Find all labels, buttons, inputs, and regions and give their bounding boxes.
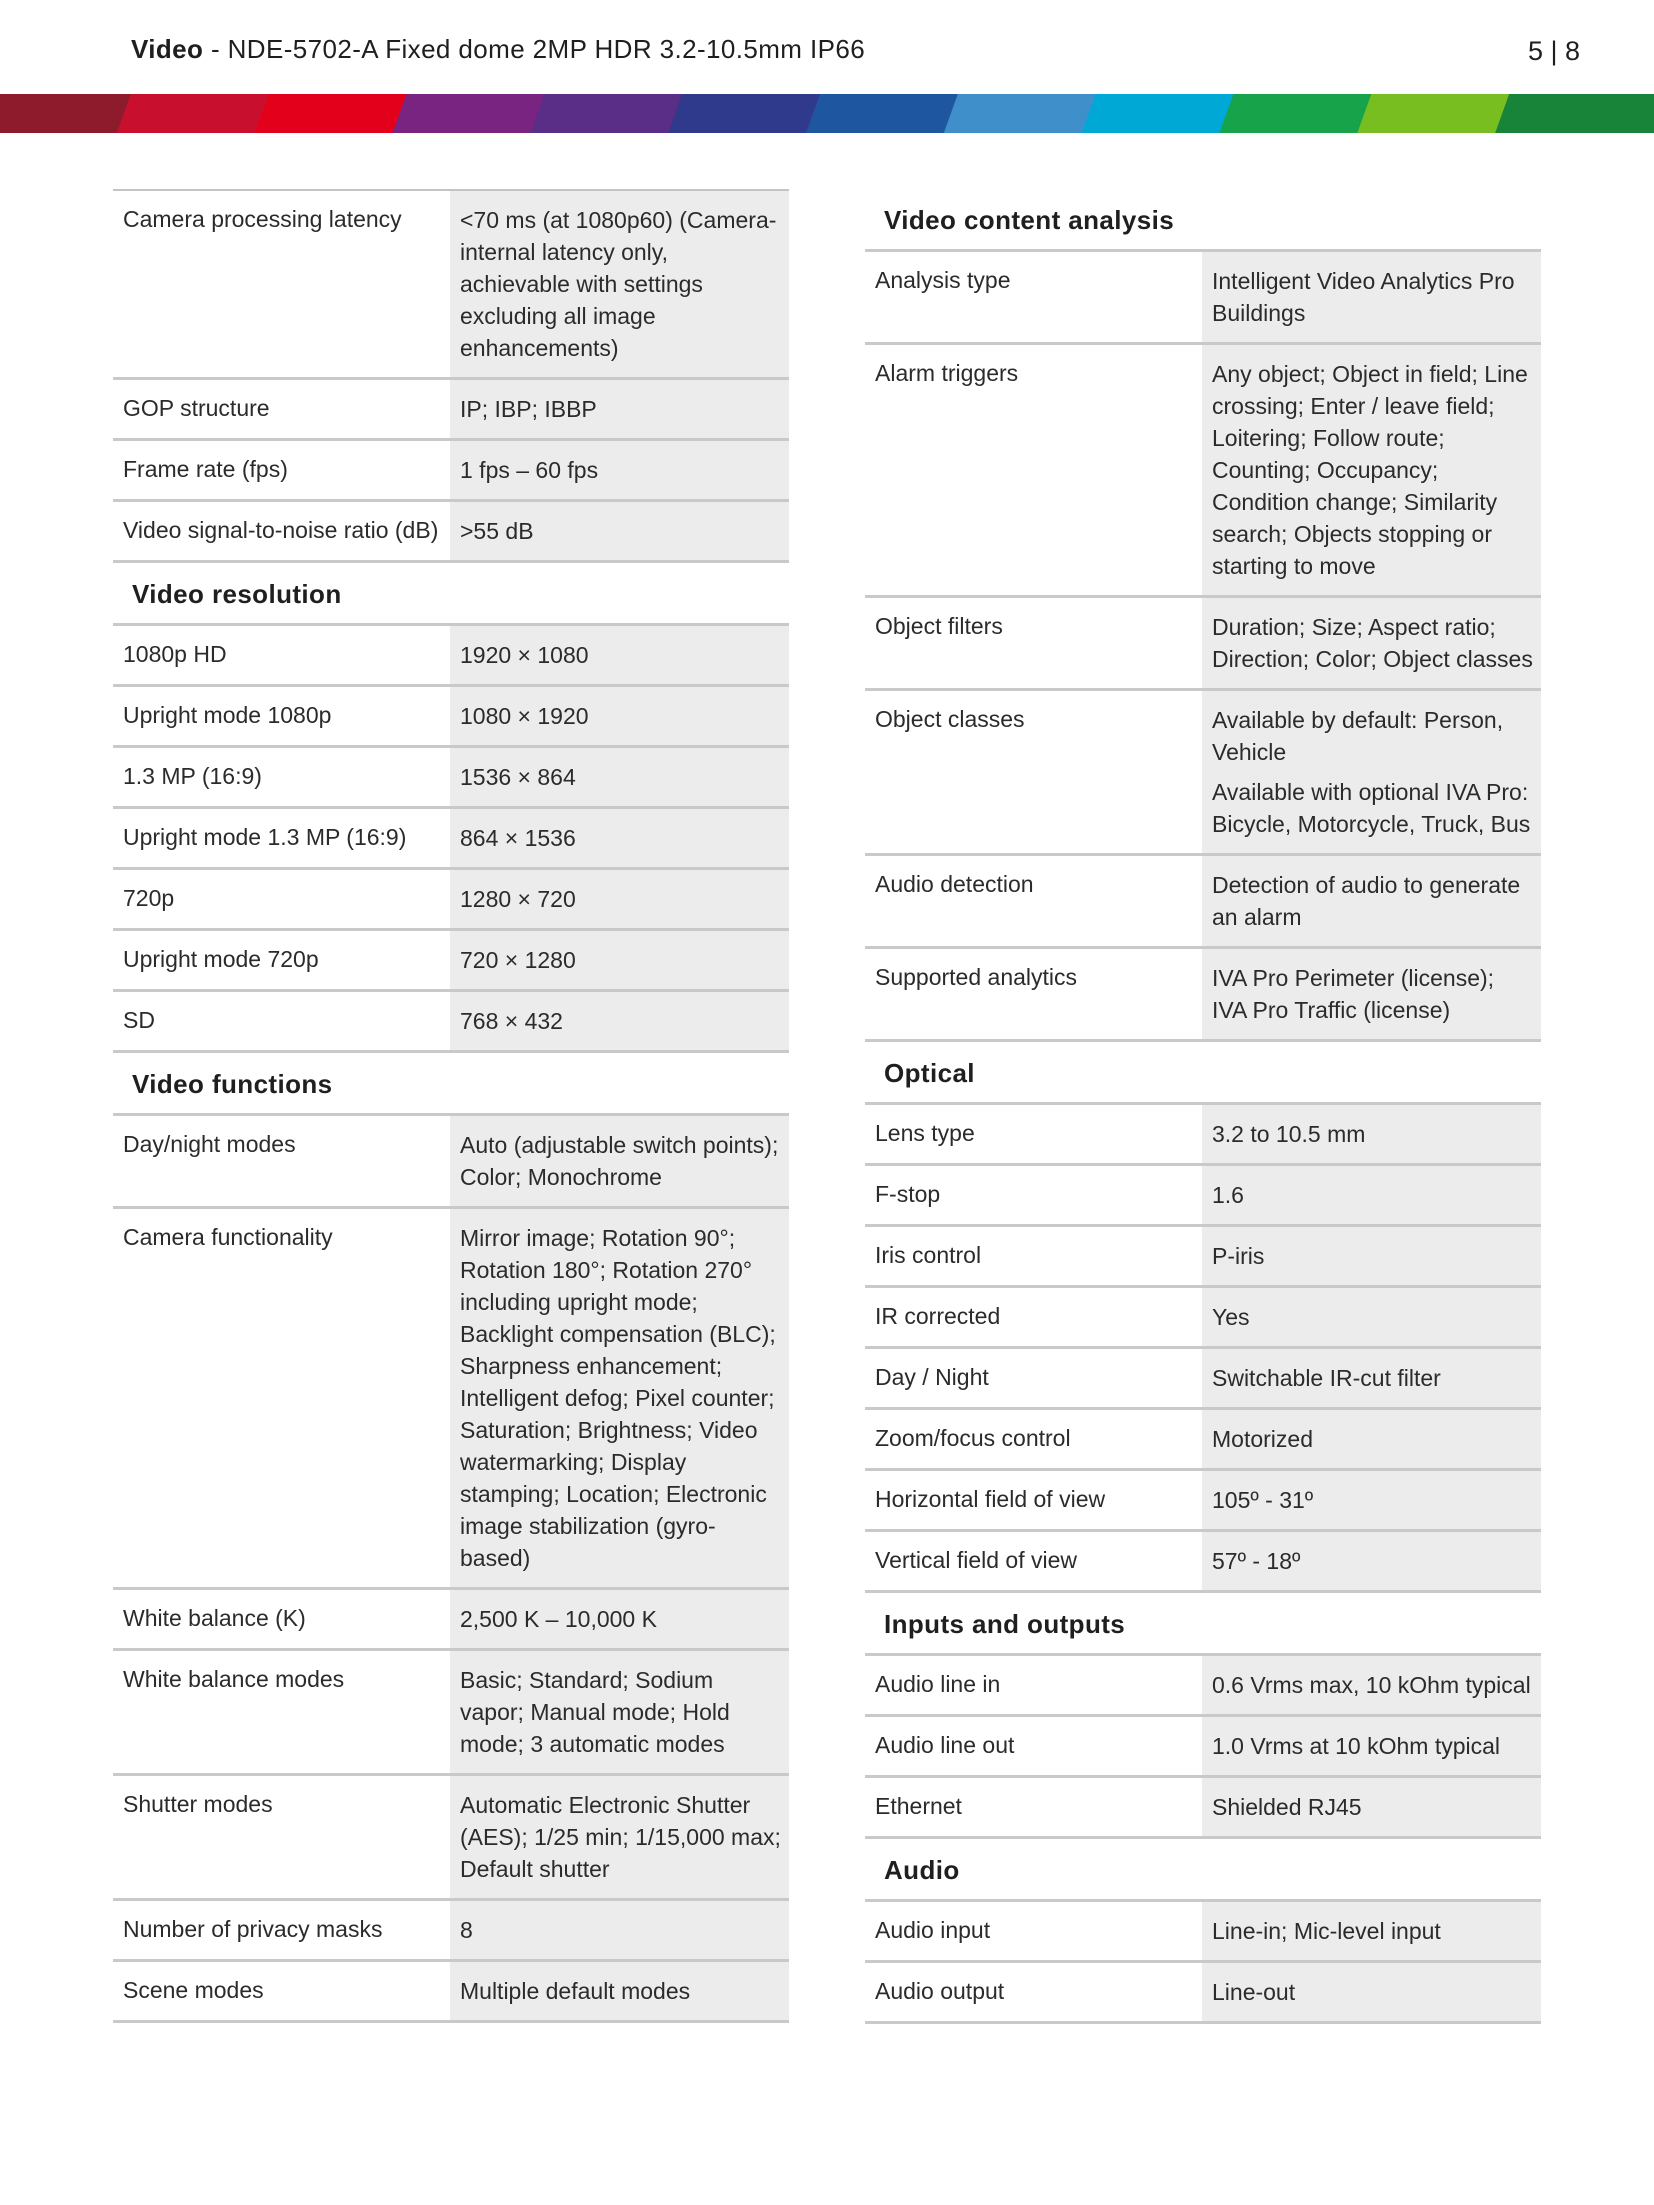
spec-row-shutter-modes [113,1776,789,1901]
spec-value: IP; IBP; IBBP [450,380,789,438]
spec-label: Shutter modes [113,1776,450,1898]
spec-value: 105º - 31º [1202,1471,1541,1529]
section-title-audio: Audio [865,1839,1541,1902]
spec-value: 2,500 K – 10,000 K [450,1590,789,1648]
spec-row-ir-corrected [865,1288,1541,1349]
spec-value: Multiple default modes [450,1962,789,2020]
spec-label: Frame rate (fps) [113,441,450,499]
spec-value: Line-in; Mic-level input [1202,1902,1541,1960]
spec-label: Day/night modes [113,1116,450,1206]
spec-value: 1 fps – 60 fps [450,441,789,499]
spec-label: Analysis type [865,252,1202,342]
spec-value: 768 × 432 [450,992,789,1050]
spec-label: White balance (K) [113,1590,450,1648]
spec-row-gop [113,380,789,441]
spec-label: Video signal-to-noise ratio (dB) [113,502,450,560]
spec-value: IVA Pro Perimeter (license); IVA Pro Traffic (license) [1202,949,1541,1039]
spec-row-audio-detection [865,856,1541,949]
section-title-video-functions: Video functions [113,1053,789,1116]
spec-value: 1920 × 1080 [450,626,789,684]
spec-value: 8 [450,1901,789,1959]
spec-label: Scene modes [113,1962,450,2020]
page-number: 5 | 8 [1527,36,1580,66]
document-type: Video [131,34,204,64]
spec-row-f-stop [865,1166,1541,1227]
spec-label: Day / Night [865,1349,1202,1407]
left-spec-column [113,189,789,2023]
spec-label: Audio line in [865,1656,1202,1714]
spec-value: Shielded RJ45 [1202,1778,1541,1836]
spec-label: Audio detection [865,856,1202,946]
spec-label: Camera functionality [113,1209,450,1587]
section-title-video-content-analysis: Video content analysis [865,189,1541,252]
section-title-video-resolution: Video resolution [113,563,789,626]
spec-row-audio-line-in [865,1656,1541,1717]
spec-label: Audio output [865,1963,1202,2021]
spec-row-alarm-triggers [865,345,1541,598]
spec-row-horizontal-fov [865,1471,1541,1532]
spec-row-lens-type [865,1105,1541,1166]
spec-label: SD [113,992,450,1050]
spec-value: Yes [1202,1288,1541,1346]
spec-label: GOP structure [113,380,450,438]
spec-row-upright-1-3mp [113,809,789,870]
spec-row-analysis-type [865,252,1541,345]
spec-row-snr [113,502,789,563]
spec-value: P-iris [1202,1227,1541,1285]
spec-value: Basic; Standard; Sodium vapor; Manual mode; Hold mode; 3 automatic modes [450,1651,789,1773]
document-title [131,34,865,65]
spec-value: Auto (adjustable switch points); Color; Monochrome [450,1116,789,1206]
spec-row-ethernet [865,1778,1541,1839]
spec-row-object-classes [865,691,1541,856]
spec-row-scene-modes [113,1962,789,2023]
spec-row-720p [113,870,789,931]
spec-label: Supported analytics [865,949,1202,1039]
spec-label: Vertical field of view [865,1532,1202,1590]
spec-label: F-stop [865,1166,1202,1224]
spec-value: 1080 × 1920 [450,687,789,745]
spec-value: 3.2 to 10.5 mm [1202,1105,1541,1163]
spec-row-latency [113,191,789,380]
section-title-optical: Optical [865,1042,1541,1105]
spec-value: 57º - 18º [1202,1532,1541,1590]
spec-label: Object classes [865,691,1202,853]
spec-row-upright-720p [113,931,789,992]
spec-value: Detection of audio to generate an alarm [1202,856,1541,946]
spec-label: IR corrected [865,1288,1202,1346]
page-header [0,0,1654,94]
spec-value: Automatic Electronic Shutter (AES); 1/25 min; 1/15,000 max; Default shutter [450,1776,789,1898]
spec-value: 1536 × 864 [450,748,789,806]
spec-label: Audio line out [865,1717,1202,1775]
section-title-inputs-outputs: Inputs and outputs [865,1593,1541,1656]
right-spec-column [865,189,1541,2024]
spec-row-object-filters [865,598,1541,691]
spec-label: Ethernet [865,1778,1202,1836]
spec-value: Duration; Size; Aspect ratio; Direction; Color; Object classes [1202,598,1541,688]
spec-row-1080p [113,626,789,687]
spec-value: Motorized [1202,1410,1541,1468]
product-name: - NDE-5702-A Fixed dome 2MP HDR 3.2-10.5mm IP66 [203,34,866,64]
spec-label: 720p [113,870,450,928]
spec-row-day-night [865,1349,1541,1410]
spec-label: Audio input [865,1902,1202,1960]
spec-row-supported-analytics [865,949,1541,1042]
spec-label: Upright mode 1080p [113,687,450,745]
spec-value: Mirror image; Rotation 90°; Rotation 180°; Rotation 270° including upright mode; Backlight compensation (BLC); Sharpness enhancement; Intelligent defog; Pixel counter; Saturation; Brightness; Video watermarking; Display stamping; Location; Electronic image stabilization (gyro-based) [450,1209,789,1587]
spec-value-line: Available by default: Person, Vehicle [1212,707,1504,765]
spec-value: 720 × 1280 [450,931,789,989]
spec-row-audio-input [865,1902,1541,1963]
spec-row-privacy-masks [113,1901,789,1962]
band-segment [1495,94,1654,133]
spec-row-audio-line-out [865,1717,1541,1778]
spec-row-audio-output [865,1963,1541,2024]
spec-value: 1.6 [1202,1166,1541,1224]
spec-label: White balance modes [113,1651,450,1773]
spec-row-vertical-fov [865,1532,1541,1593]
spec-value: >55 dB [450,502,789,560]
spec-row-sd [113,992,789,1053]
spec-row-white-balance-modes [113,1651,789,1776]
spec-value-line: Available with optional IVA Pro: Bicycle, Motorcycle, Truck, Bus [1212,779,1531,837]
spec-row-1-3mp [113,748,789,809]
brand-color-band [0,94,1654,133]
spec-label: Upright mode 1.3 MP (16:9) [113,809,450,867]
spec-value: Line-out [1202,1963,1541,2021]
spec-row-white-balance [113,1590,789,1651]
spec-label: Alarm triggers [865,345,1202,595]
spec-value: 1.0 Vrms at 10 kOhm typical [1202,1717,1541,1775]
spec-value [1202,691,1541,853]
spec-value: <70 ms (at 1080p60) (Camera-internal latency only, achievable with settings excluding all image enhancements) [450,191,789,377]
spec-row-upright-1080p [113,687,789,748]
spec-label: Iris control [865,1227,1202,1285]
spec-value: 864 × 1536 [450,809,789,867]
spec-label: Number of privacy masks [113,1901,450,1959]
spec-label: 1.3 MP (16:9) [113,748,450,806]
spec-value: 1280 × 720 [450,870,789,928]
spec-label: 1080p HD [113,626,450,684]
spec-value: Any object; Object in field; Line crossing; Enter / leave field; Loitering; Follow route; Counting; Occupancy; Condition change; Similarity search; Objects stopping or starting to move [1202,345,1541,595]
spec-value: Switchable IR-cut filter [1202,1349,1541,1407]
spec-value: 0.6 Vrms max, 10 kOhm typical [1202,1656,1541,1714]
spec-row-frame-rate [113,441,789,502]
spec-row-day-night-modes [113,1116,789,1209]
spec-label: Zoom/focus control [865,1410,1202,1468]
spec-label: Camera processing latency [113,191,450,377]
spec-row-zoom-focus [865,1410,1541,1471]
spec-value: Intelligent Video Analytics Pro Buildings [1202,252,1541,342]
spec-row-iris-control [865,1227,1541,1288]
spec-label: Upright mode 720p [113,931,450,989]
spec-label: Horizontal field of view [865,1471,1202,1529]
spec-label: Object filters [865,598,1202,688]
spec-row-camera-functionality [113,1209,789,1590]
spec-label: Lens type [865,1105,1202,1163]
